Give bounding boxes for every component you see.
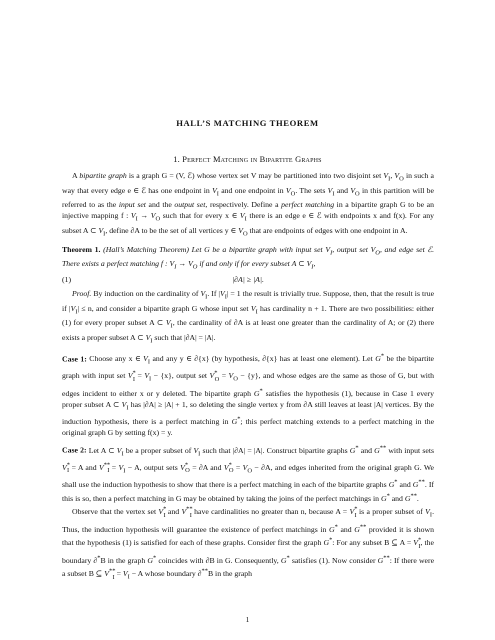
final-text: Observe that the vertex set $V^*_I$ and $V^{**}_I$ have cardinalities no greater than n, because $A = V^*_I$ is a proper subset of $V_I$. Thus, the induction hypothesis will guarantee the existence of perfect matchings in G* and G** provided it is shown that the hypothesis (1) is satisfied for each of these graphs. Consider first the graph G*: For any subset B ⊆ $A = V^*_I$, the boundary ∂*B in the graph G* coincides with ∂B in G. Consequently, G* satisfies (1). Now consider G**: If there were a subset B ⊆ $V^{**}_I = V_I - A$ whose boundary ∂**B in the graph xyxy=(62,505,435,581)
final-paragraph xyxy=(62,504,434,583)
case2-text: Let A ⊂ $V_I$ be a proper subset of $V_I$ such that |∂A| = |A|. Construct bipartite graphs G* and G** with input sets $V^*_I = A$ and $V^{**}_I = V_I - A$, output sets $V^*_O = \partial A$ and $V^*_O = V_O - \partial A$, and edges inherited from the original graph G. We shall use the induction hypothesis to show that there is a perfect matching in each of the bipartite graphs G* and G**. If this is so, then a perfect matching in G may be obtained by taking the joins of the perfect matchings in G* and G**. xyxy=(62,444,434,503)
section-heading: 1. Perfect Matching in Bipartite Graphs xyxy=(173,155,322,164)
proof-paragraph xyxy=(62,288,434,347)
case1-text: Choose any x ∈ $V_I$ and any y ∈ ∂{x} (by hypothesis, ∂{x} has at least one element). Let G* be the bipartite graph with input set $V^*_I = V_I - \{x\}$, output set $V^*_O = V_O - \{y\}$, and whose edges are the same as those of G, but with edges incident to either x or y deleted. The bipartite graph G* satisfies the hypothesis (1), because in Case 1 every proper subset A ⊂ $V_I$ has |∂A| ≥ |A| + 1, so deleting the single vertex y from ∂A still leaves at least |A| vertices. By the induction hypothesis, there is a perfect matching in G*; this perfect matching extends to a perfect matching in the original graph G by setting f(x) = y. xyxy=(62,352,435,438)
case1-label: Case 1: xyxy=(62,354,87,364)
theorem-label: Theorem 1. xyxy=(62,244,101,254)
proof-label: Proof. xyxy=(72,289,92,299)
case1-paragraph xyxy=(62,351,434,439)
theorem-block xyxy=(62,244,434,273)
proof-text: By induction on the cardinality of $V_I$. If $|V_I| = 1$ the result is trivially true. Suppose, then, that the result is true if $|V_I| \le n$, and consider a bipartite graph G whose input set $V_I$ has cardinality n + 1. There are two possibilities: either (1) for every proper subset A ⊂ $V_I$, the cardinality of ∂A is at least one greater than the cardinality of A; or (2) there exists a proper subset A ⊂ $V_I$ such that |∂A| = |A|. xyxy=(62,289,435,345)
body-text xyxy=(62,170,434,583)
case2-label: Case 2: xyxy=(62,445,87,455)
intro-text: A bipartite graph is a graph G = (V, ℰ) whose vertex set V may be partitioned into two disjoint set $V_I$, $V_O$ in such a way that every edge e ∈ ℰ has one endpoint in $V_I$ and one endpoint in $V_O$. The sets $V_I$ and $V_O$ in this partition will be referred to as the input set and the output set, respectively. Define a perfect matching in a bipartite graph G to be an injective mapping f : $V_I \to V_O$ such that for every x ∈ $V_I$ there is an edge e ∈ ℰ with endpoints x and f(x). For any subset A ⊂ $V_I$, define ∂A to be the set of all vertices y ∈ $V_O$ that are endpoints of edges with one endpoint in A. xyxy=(62,171,435,238)
equation-number: (1) xyxy=(62,274,72,284)
theorem-statement: (Hall’s Matching Theorem) Let G be a bipartite graph with input set $V_I$, output set $V_O$, and edge set ℰ. There exists a perfect matching f : $V_I \to V_O$ if and only if for every subset A ⊂ $V_I$, xyxy=(62,244,435,271)
equation-expression: |∂A| ≥ |A|. xyxy=(232,274,264,284)
paper-title: HALL’S MATCHING THEOREM xyxy=(176,118,319,128)
case2-paragraph xyxy=(62,442,434,504)
page-number: 1 xyxy=(245,615,250,624)
equation-1 xyxy=(62,274,434,285)
intro-paragraph xyxy=(62,170,434,240)
